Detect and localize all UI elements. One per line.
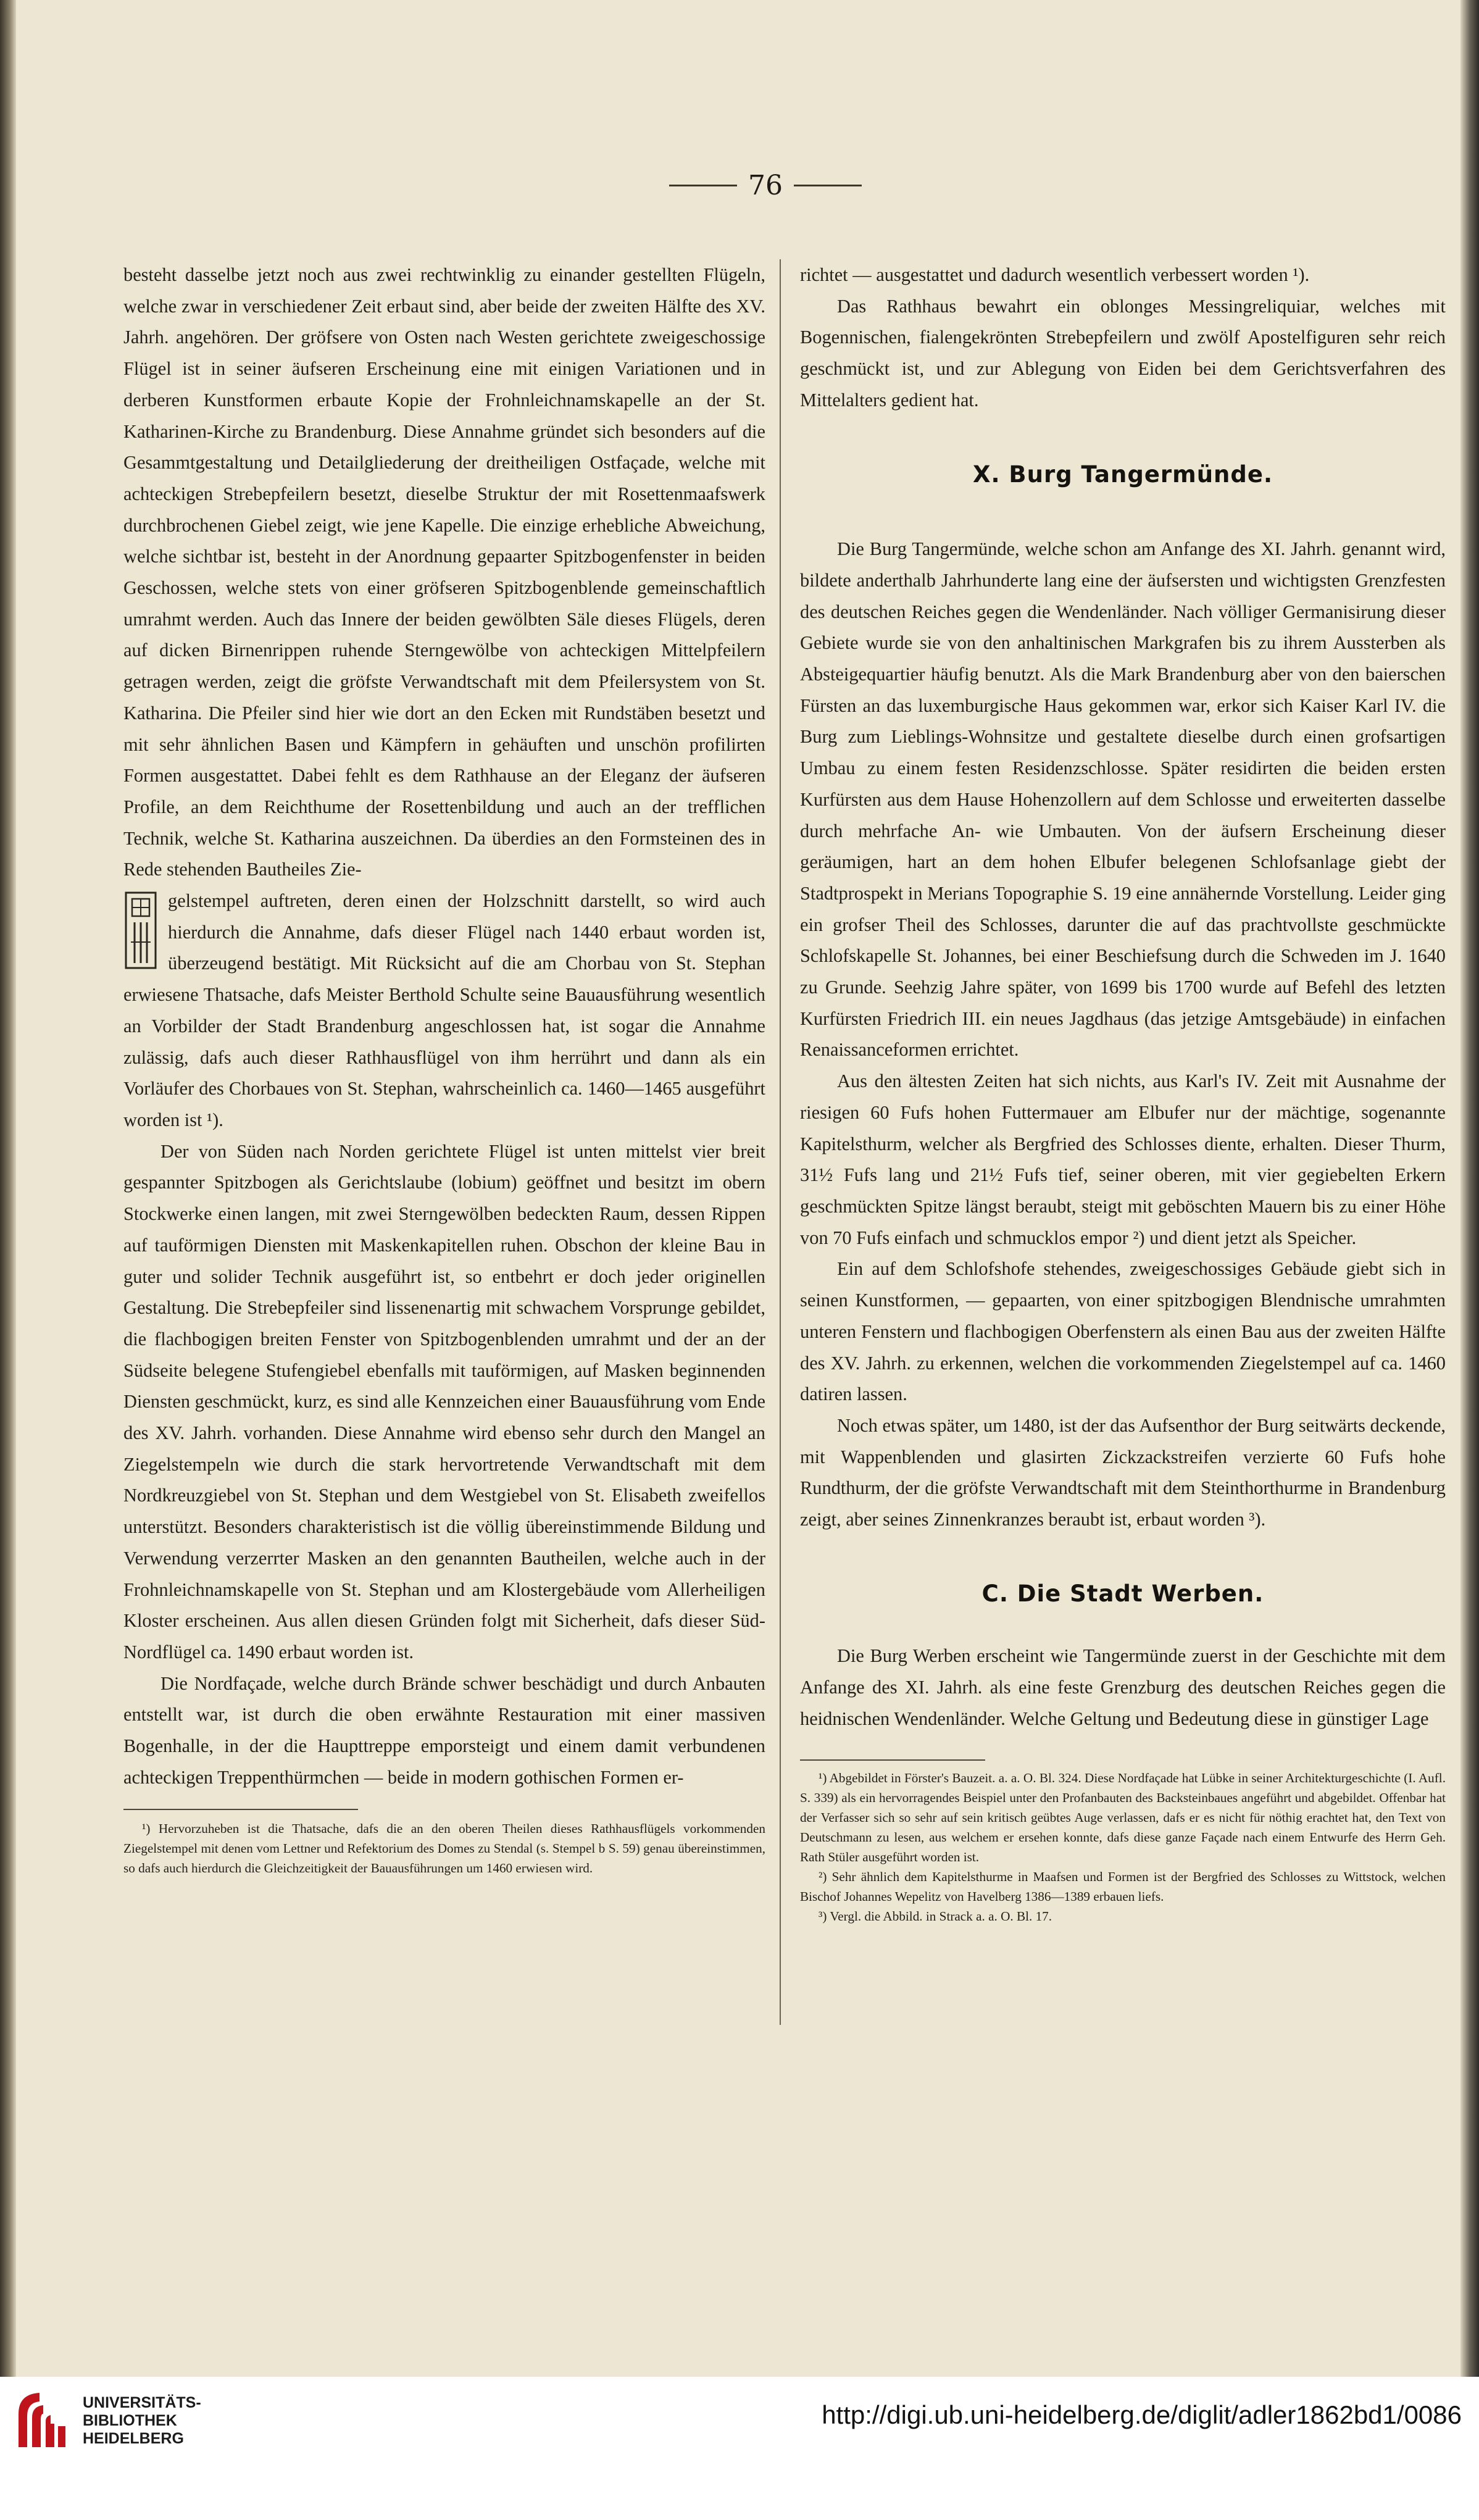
library-logo-text[interactable] [83,2394,201,2448]
viewer-footer [0,2377,1479,2520]
footnote-rule-left [123,1809,358,1810]
right-footnote-1: ¹) Abgebildet in Förster's Bauzeit. a. a. O. Bl. 324. Diese Nordfaçade hat Lübke in seiner Architekturgeschichte (I. Aufl. S. 339) als ein hervorragendes Beispiel unter den Profanbauten des Backsteinbaues angeführt und abgebildet. Offenbar hat der Verfasser sich so sehr auf sein kritisch geübtes Auge verlassen, dafs er es nicht für nöthig erachtet hat, den Text von Deutschmann zu lesen, aus welchem er ersehen konnte, dafs diese ganze Façade nach einem Entwurfe des Herrn Geh. Rath Stüler ausgeführt worden ist. [800,1770,1446,1864]
left-footnote-1: ¹) Hervorzuheben ist die Thatsache, dafs die an den oberen Theilen dieses Rathhausflügels vorkommenden Ziegelstempel mit denen vom Lettner und Refektorium des Domes zu Stendal (s. Stempel b S. 59) genau übereinstimmen, so dafs auch hierdurch die Gleichzeitigkeit der Bauausführungen um 1460 erwiesen wird. [123,1821,765,1876]
footnote-rule-right [800,1759,985,1761]
section-x-paragraph-2: Aus den ältesten Zeiten hat sich nichts, aus Karl's IV. Zeit mit Ausnahme der riesigen 60 Fufs hohen Futtermauer am Elbufer nur der mächtige, sogenannte Kapitelsthurm, welcher als Bergfried des Schlosses diente, erhalten. Dieser Thurm, 31½ Fufs lang und 21½ Fufs tief, seiner oberen, mit vier gegiebelten Erkern geschmückten Spitze längst beraubt, steigt mit geböschten Mauern bis zu einer Höhe von 70 Fufs einfach und schmucklos empor ²) und dient jetzt als Speicher. [800,1070,1446,1248]
scan-edge-right [1460,0,1479,2377]
brick-stamp-woodcut-icon [123,890,158,970]
logo-line-2: BIBLIOTHEK [83,2412,177,2429]
left-paragraph-4: Die Nordfaçade, welche durch Brände schwer beschädigt und durch Anbauten entstellt war, ist durch die oben erwähnte Restauration mit einer massiven Bogenhalle, in der die Haupttreppe emporsteigt und einem damit verbundenen achteckigen Treppenthürmchen — beide in modern gothischen Formen er- [123,1672,765,1788]
left-paragraph-2 [123,885,765,1136]
section-heading-stadt-werben: C. Die Stadt Werben. [981,1580,1264,1607]
section-x-paragraph-1: Die Burg Tangermünde, welche schon am Anfange des XI. Jahrh. genannt wird, bildete anderthalb Jahrhunderte lang eine der äufsersten und wichtigsten Grenzfesten des deutschen Reiches gegen die Wendenländer. Nach völliger Germanisirung dieser Gebiete wurde sie von den anhaltinischen Markgrafen bis zu ihrem Aussterben als Absteigequartier häufig benutzt. Als die Mark Brandenburg aber von den baierschen Fürsten an das luxemburgische Haus gekommen war, erkor sich Kaiser Karl IV. die Burg zum Lieblings-Wohnsitze und gestaltete dieselbe durch einen grofsartigen Umbau zu einem festen Residenzschlosse. Später residirten die beiden ersten Kurfürsten aus dem Hause Hohenzollern auf dem Schlosse und erweiterten dasselbe durch mehrfache An- wie Umbauten. Von der äufsern Erscheinung dieser geräumigen, hart an dem hohen Elbufer belegenen Schlofsanlage giebt der Stadtprospekt in Merians Topographie S. 19 eine annähernde Vorstellung. Leider ging ein grofser Theil des Schlosses, darunter die auf das prachtvollste geschmückte Schlofskapelle St. Johannes, bei einer Beschiefsung durch die Schweden im J. 1640 zu Grunde. Seehzig Jahre später, von 1699 bis 1700 wurde auf Befehl des letzten Kurfürsten Friedrich III. ein neues Jagdhaus (das jetzige Amtsgebäude) in einfachen Renaissanceformen errichtet. [800,538,1446,1061]
right-intro-paragraph-2: Das Rathhaus bewahrt ein oblonges Messingreliquiar, welches mit Bogennischen, fialengekrönten Strebepfeilern und zwölf Apostelfiguren sehr reich geschmückt ist, und zur Ablegung von Eiden bei dem Gerichtsverfahren des Mittelalters gedient hat. [800,295,1446,411]
section-heading-burg-tangermuende: X. Burg Tangermünde. [972,461,1273,488]
page-number: 76 [748,169,783,201]
column-divider [780,259,781,2025]
logo-line-3: HEIDELBERG [83,2430,184,2447]
university-library-logo-icon[interactable] [15,2389,68,2451]
section-x-paragraph-3: Ein auf dem Schlofshofe stehendes, zweigeschossiges Gebäude giebt sich in seinen Kunstformen, — gepaarten, von einer spitzbogigen Blendnische umrahmten unteren Fenstern und flachbogigen Oberfenstern als einen Bau aus der zweiten Hälfte des XV. Jahrh. zu erkennen, welchen die vorkommenden Ziegelstempel auf ca. 1460 datiren lassen. [800,1258,1446,1405]
right-intro-paragraph-1: richtet — ausgestattet und dadurch wesentlich verbessert worden ¹). [800,264,1310,285]
section-c-paragraph-1: Die Burg Werben erscheint wie Tangermünde zuerst in der Geschichte mit dem Anfange des XI. Jahrh. als eine feste Grenzburg des deutschen Reiches gegen die heidnischen Wendenländer. Welche Geltung und Bedeutung diese in günstiger Lage [800,1645,1446,1729]
logo-line-1: UNIVERSITÄTS- [83,2394,201,2411]
header-dash-right [794,185,862,186]
left-paragraph-1: besteht dasselbe jetzt noch aus zwei rechtwinklig zu einander gestellten Flügeln, welche zwar in verschiedener Zeit erbaut sind, aber beide der zweiten Hälfte des XV. Jahrh. angehören. Der gröfsere von Osten nach Westen gerichtete zweigeschossige Flügel ist in seiner äufseren Erscheinung eine mit einigen Variationen und in derberen Kunstformen erbaute Kopie der Frohnleichnamskapelle an der St. Katharinen-Kirche zu Brandenburg. Diese Annahme gründet sich besonders auf die Gesammtgestaltung und Detailgliederung der dreitheiligen Ostfaçade, welche mit achteckigen Strebepfeilern besetzt, dieselbe Struktur der mit Rosettenmaafswerk durchbrochenen Giebel zeigt, wie jene Kapelle. Die einzige erhebliche Abweichung, welche sichtbar ist, besteht in der Anordnung gepaarter Spitzbogenfenster in beiden Geschossen, welche stets von einer gröfseren Spitzbogenblende gemeinschaftlich umrahmt werden. Auch das Innere der beiden gewölbten Säle dieses Flügels, deren auf dicken Birnenrippen ruhende Sterngewölbe von achteckigen Mittelpfeilern getragen werden, zeigt die gröfste Verwandtschaft mit dem Pfeilersystem von St. Katharina. Die Pfeiler sind hier wie dort an den Ecken mit Rundstäben besetzt und mit sehr ähnlichen Basen und Kämpfern in gehäuften und unschön profilirten Formen ausgestattet. Dabei fehlt es dem Rathhause an der Eleganz der äufseren Profile, an dem Reichthume der Rosettenbildung und auch an der trefflichen Technik, welche St. Katharina auszeichnen. Da überdies an den Formsteinen des in Rede stehenden Bautheiles Zie- [123,264,765,880]
right-footnote-2: ²) Sehr ähnlich dem Kapitelsthurme in Maafsen und Formen ist der Bergfried des Schlosses zu Wittstock, welchen Bischof Johannes Wepelitz von Havelberg 1386—1389 erbauen liefs. [800,1869,1446,1904]
left-paragraph-3: Der von Süden nach Norden gerichtete Flügel ist unten mittelst vier breit gespannter Spitzbogen als Gerichtslaube (lobium) geöffnet und besitzt im obern Stockwerke einen langen, mit zwei Sterngewölben bedeckten Raum, dessen Rippen auf tauförmigen Diensten mit Maskenkapitellen ruhen. Obschon der kleine Bau in guter und solider Technik ausgeführt ist, so entbehrt er doch jeder originellen Gestaltung. Die Strebepfeiler sind lissenenartig mit schwachem Vorsprunge gebildet, die flachbogigen breiten Fenster von Spitzbogenblenden umrahmt und der an der Südseite belegene Stufengiebel ebenfalls mit tauförmigen, auf Masken beginnenden Diensten geschmückt, kurz, es sind alle Kennzeichen einer Bauausführung vom Ende des XV. Jahrh. vorhanden. Diese Annahme wird ebenso sehr durch den Mangel an Ziegelstempeln wie durch die stark hervortretende Verwandtschaft mit dem Nordkreuzgiebel von St. Stephan und dem Westgiebel von St. Elisabeth zweifellos unterstützt. Besonders charakteristisch ist die völlig übereinstimmende Bildung und Verwendung verzerrter Masken an den genannten Bautheilen, welche auch in der Frohnleichnamskapelle von St. Stephan und am Klostergebäude vom Allerheiligen Kloster erscheinen. Aus allen diesen Gründen folgt mit Sicherheit, dafs dieser Süd-Nordflügel ca. 1490 erbaut worden ist. [123,1140,765,1663]
scan-edge-left [0,0,16,2377]
header-dash-left [669,185,737,186]
left-paragraph-2-text: gelstempel auftreten, deren einen der Holzschnitt darstellt, so wird auch hierdurch die Annahme, dafs dieser Flügel nach 1440 erbaut worden ist, überzeugend bestätigt. Mit Rücksicht auf die am Chorbau von St. Stephan erwiesene Thatsache, dafs Meister Berthold Schulte seine Bauausführung wesentlich an Vorbilder der Stadt Brandenburg angeschlossen hat, ist sogar die Annahme zulässig, dafs auch dieser Rathhausflügel von ihm herrührt und dann als ein Vorläufer des Chorbaues von St. Stephan, wahrscheinlich ca. 1460—1465 ausgeführt worden ist ¹). [123,890,765,1130]
right-column [800,259,1446,1926]
section-x-paragraph-4: Noch etwas später, um 1480, ist der das Aufsenthor der Burg seitwärts deckende, mit Wappenblenden und glasirten Zickzackstreifen verzierte 60 Fufs hohe Rundthurm, der die gröfste Verwandtschaft mit dem Steinthorthurme in Brandenburg zeigt, aber seines Zinnenkranzes beraubt ist, erbaut worden ³). [800,1414,1446,1530]
left-column [123,259,765,1878]
page-header [667,167,864,204]
permalink-url[interactable]: http://digi.ub.uni-heidelberg.de/diglit/adler1862bd1/0086 [822,2400,1462,2429]
right-footnote-3: ³) Vergl. die Abbild. in Strack a. a. O. Bl. 17. [819,1908,1052,1924]
